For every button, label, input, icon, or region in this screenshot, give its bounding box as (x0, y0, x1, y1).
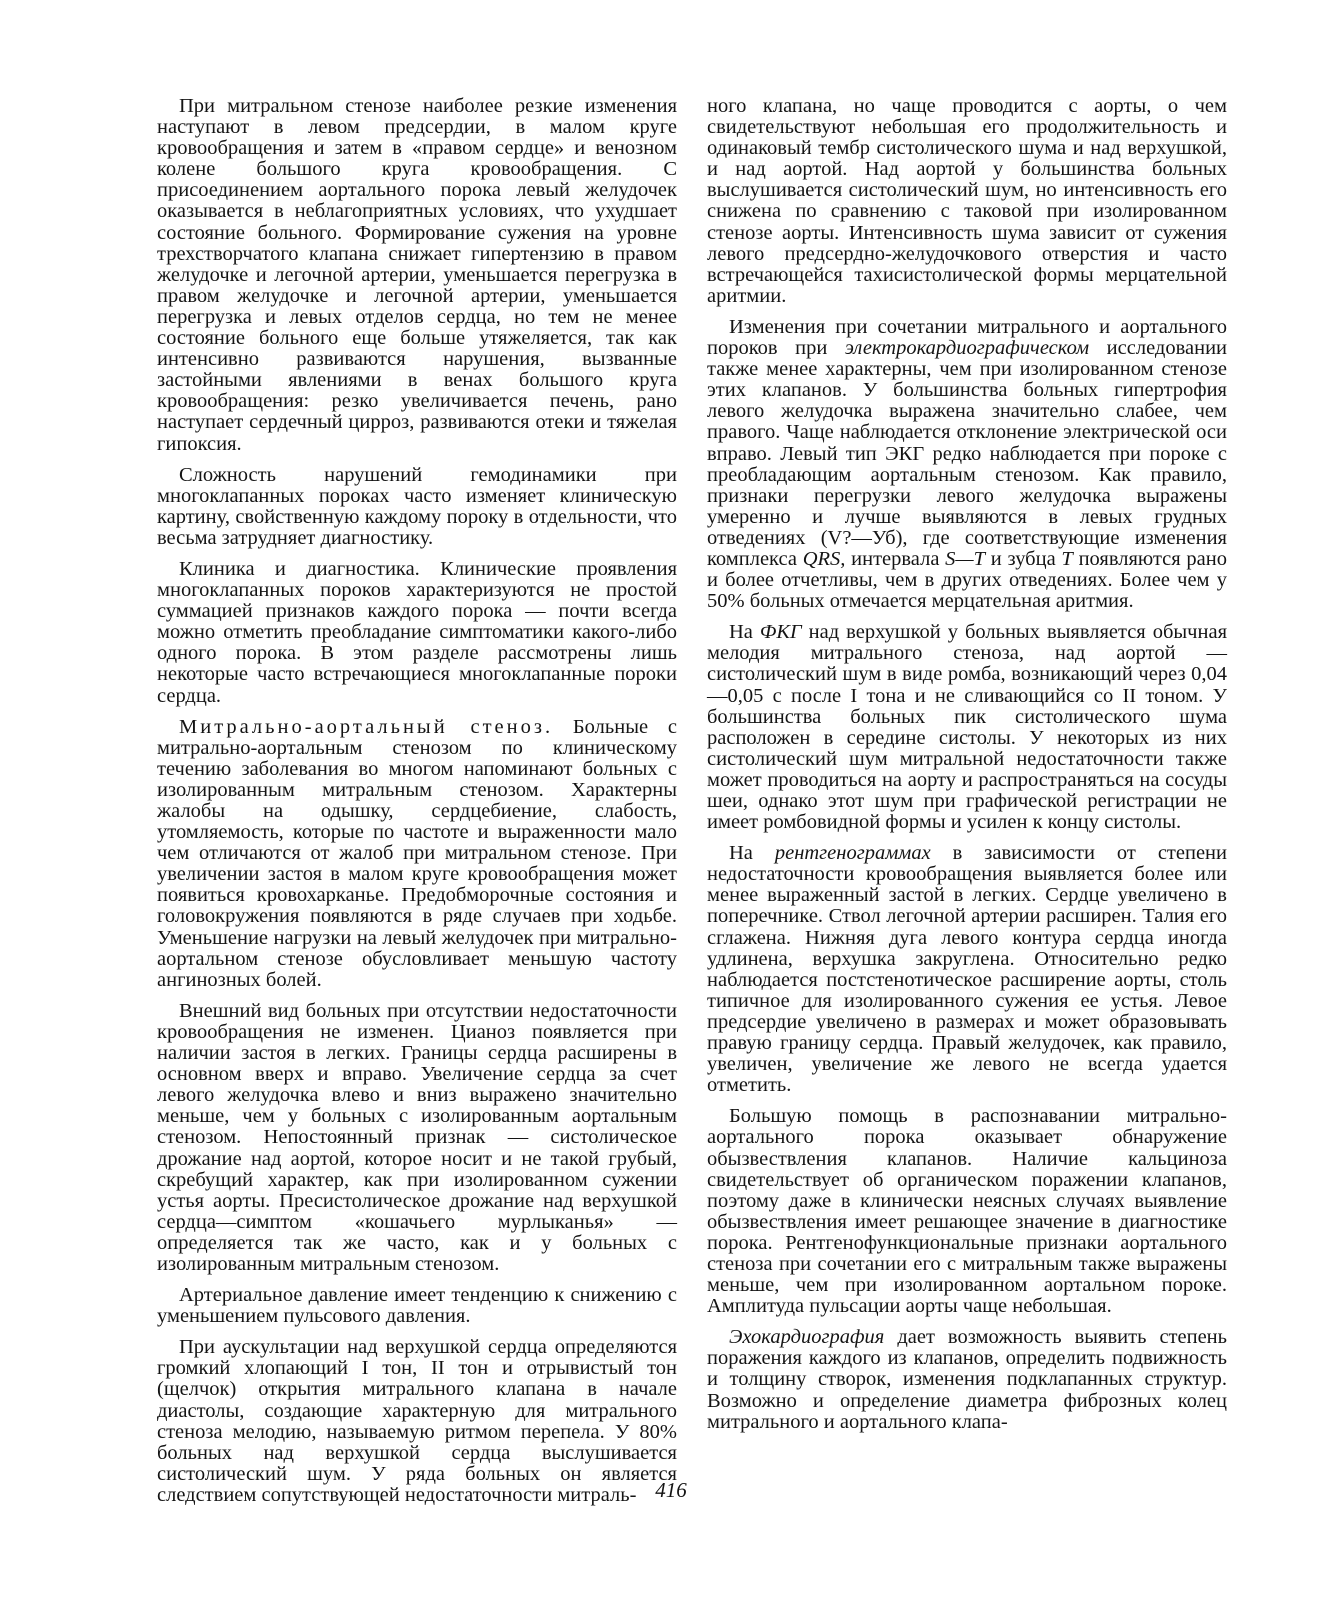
paragraph-text: интервала (845, 547, 946, 570)
paragraph-text: дает возможность выявить степень поражения каждого из клапанов, определить подвижность и толщину створок, изменения подклапанных структур. Возможно и определение диаметра фиброзных колец митрального и аортального клапа- (707, 1326, 1227, 1433)
emphasis-term: T (1061, 547, 1073, 570)
paragraph-text: На (729, 621, 760, 644)
paragraph-continuation: ного клапана, но чаще проводится с аорты, о чем свидетельствуют небольшая его продолжительность и одинаковый тембр систолического шума и над верхушкой, и над аортой. Над аортой у большинства больных выслушивается систолический шум, но интенсивность его снижена по сравнению с таковой при изолированном стенозе аорты. Интенсивность шума зависит от сужения левого предсердно-желудочкового отверстия и часто встречающейся тахисистолической формы мерцательной аритмии. (707, 95, 1227, 307)
paragraph-clinic-diagnostics: Клиника и диагностика. Клинические проявления многоклапанных пороков характеризуются не простой суммацией признаков каждого порока — почти всегда можно отметить преобладание симптоматики какого-либо одного порока. В этом разделе рассмотрены лишь некоторые часто встречающиеся многоклапанные пороки сердца. (157, 557, 677, 707)
paragraph-hemodynamics: Сложность нарушений гемодинамики при многоклапанных пороках часто изменяет клиническую картину, свойственную каждому пороку в отдельности, что весьма затрудняет диагностику. (157, 463, 677, 549)
page-number: 416 (655, 1478, 687, 1502)
emphasis-term: S—T (945, 547, 986, 570)
emphasis-term: рентгенограммах (774, 842, 931, 865)
emphasis-term: QRS, (802, 547, 846, 570)
paragraph-text: над верхушкой у больных выявляется обычная мелодия митрального стеноза, над аортой — систолический шум в виде ромба, возникающий через 0,04—0,05 с после I тона и не сливающийся со II тоном. У большинства больных пик систолического шума расположен в середине систолы. У некоторых из них систолический шум митральной недостаточности также может проводиться на аорту и распространяться на сосуды шеи, однако этот шум при графической регистрации не имеет ромбовидной формы и усилен к концу систолы. (707, 621, 1227, 834)
emphasis-term: электрокардиографическом (844, 337, 1090, 360)
left-column (157, 96, 677, 1516)
paragraph-ecg (707, 317, 1227, 612)
right-column (707, 96, 1227, 1443)
paragraph-text: исследовании также менее характерны, чем при изолированном стенозе этих клапанов. У большинства больных гипертрофия левого желудочка выражена значительно слабее, чем правого. Чаще наблюдается отклонение электрической оси вправо. Левый тип ЭКГ редко наблюдается при пороке с преобладающим аортальным стенозом. Как правило, признаки перегрузки левого желудочка выражены умеренно и лучше выявляются в левых грудных отведениях (V?—Уб), где соответствующие изменения комплекса (707, 337, 1228, 570)
paragraph-xray (707, 843, 1227, 1096)
section-heading-spaced: Митрально-аортальный стеноз. (179, 715, 554, 738)
paragraph-echocardiography (707, 1327, 1227, 1432)
emphasis-term: ФКГ (759, 621, 802, 644)
paragraph-text: Изменения при сочетании митрального и аортального пороков при (707, 315, 1227, 360)
paragraph-text: в зависимости от степени недостаточности кровообращения выявляется более или менее выраженный застой в легких. Сердце увеличено в поперечнике. Ствол легочной артерии расширен. Талия его сглажена. Нижняя дуга левого контура сердца иногда удлинена, верхушка закруглена. Относительно редко наблюдается постстенотическое расширение аорты, столь типичное для изолированного сужения ее устья. Левое предсердие увеличено в размерах и может образовывать правую границу сердца. Правый желудочек, как правило, увеличен, увеличение же левого не всегда удается отметить. (707, 842, 1227, 1097)
paragraph-text: появляются рано и более отчетливы, чем в других отведениях. Более чем у 50% больных отмечается мерцательная аритмия. (707, 547, 1227, 613)
paragraph-calcification: Большую помощь в распознавании митрально-аортального порока оказывает обнаружение обызвествления клапанов. Наличие кальциноза свидетельствует об органическом поражении клапанов, поэтому даже в клинически неясных случаях выявление обызвествления имеет решающее значение в диагностике порока. Рентгенофункциональные признаки аортального стеноза при сочетании его с митральным также выражены меньше, чем при изолированном аортальном пороке. Амплитуда пульсации аорты чаще небольшая. (707, 1105, 1227, 1318)
paragraph-text: Больные с митрально-аортальным стенозом по клиническому течению заболевания во многом напоминают больных с изолированным митральным стенозом. Характерны жалобы на одышку, сердцебиение, слабость, утомляемость, которые по частоте и выраженности мало чем отличаются от жалоб при митральном стенозе. При увеличении застоя в малом круге кровообращения может появиться кровохарканье. Предобморочные состояния и головокружения появляются в ряде случаев при ходьбе. Уменьшение нагрузки на левый желудочек при митрально-аортальном стенозе обусловливает меньшую частоту ангинозных болей. (157, 715, 677, 991)
emphasis-term: Эхокардиография (729, 1326, 885, 1349)
paragraph-appearance: Внешний вид больных при отсутствии недостаточности кровообращения не изменен. Цианоз появляется при наличии застоя в легких. Границы сердца расширены в основном вверх и вправо. Увеличение сердца за счет левого желудочка влево и вниз выражено значительно меньше, чем у больных с изолированным аортальным стенозом. Непостоянный признак — систолическое дрожание над аортой, которое носит и не такой грубый, скребущий характер, как при изолированном сужении устья аорты. Пресистолическое дрожание над верхушкой сердца—симптом «кошачьего мурлыканья» — определяется так же часто, как и у больных с изолированным митральным стенозом. (157, 999, 677, 1275)
paragraph-stenosis-intro: При митральном стенозе наиболее резкие изменения наступают в левом предсердии, в малом круге кровообращения и затем в «правом сердце» и венозном колене большого круга кровообращения. С присоединением аортального порока левый желудочек оказывается в неблагоприятных условиях, что ухудшает состояние больного. Формирование сужения на уровне трехстворчатого клапана снижает гипертензию в правом желудочке и легочной артерии, уменьшается перегрузка в правом желудочке и легочной артерии, уменьшается перегрузка и левых отделов сердца, но тем не менее состояние больного еще больше утяжеляется, так как интенсивно развиваются нарушения, вызванные застойными явлениями в венах большого круга кровообращения: резко увеличивается печень, рано наступает сердечный цирроз, развиваются отеки и тяжелая гипоксия. (157, 95, 677, 455)
paragraph-auscultation: При аускультации над верхушкой сердца определяются громкий хлопающий I тон, II тон и отрывистый тон (щелчок) открытия митрального клапана в начале диастолы, создающие характерную для митрального стеноза мелодию, называемую ритмом перепела. У 80% больных над верхушкой сердца выслушивается систолический шум. У ряда больных он является следствием сопутствующей недостаточности митраль- (157, 1336, 677, 1506)
paragraph-fkg (707, 622, 1227, 833)
paragraph-text: На (729, 842, 775, 865)
paragraph-blood-pressure: Артериальное давление имеет тенденцию к снижению с уменьшением пульсового давления. (157, 1284, 677, 1328)
paragraph-mitral-aortic-stenosis (157, 717, 677, 991)
paragraph-text: и зубца (985, 547, 1062, 570)
